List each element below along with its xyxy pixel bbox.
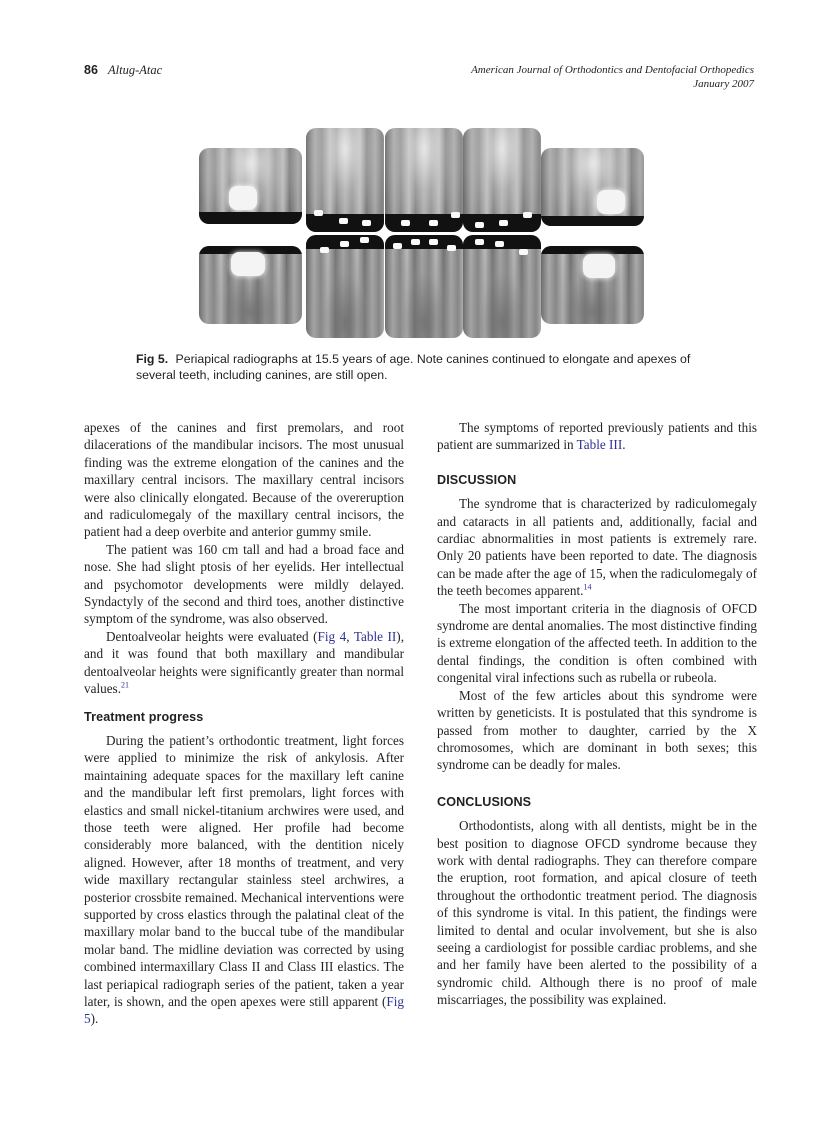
radiograph-upper-right-molar <box>199 148 302 224</box>
figure-label: Fig 5. <box>136 352 169 366</box>
page-number: 86 <box>84 63 98 77</box>
reference-21[interactable]: 21 <box>121 680 129 690</box>
radiograph-lower-right-molar <box>199 246 302 324</box>
paragraph: The most important criteria in the diagnosis of OFCD syndrome are dental anomalies. The most distinctive finding is extreme elongation of the affected teeth. In addition to the dental findings, the condition is often combined with congenital viral infections such as rubella or rubeola. <box>437 600 757 686</box>
radiograph-lower-incisors <box>385 235 463 338</box>
section-heading-treatment-progress: Treatment progress <box>84 709 204 724</box>
paragraph-text: ), and it was found that both maxillary and mandibular dentoalveolar heights were significantly greater than normal values. <box>84 628 404 697</box>
radiograph-lower-right-canine <box>306 235 384 338</box>
paragraph <box>84 732 404 1028</box>
paragraph: Orthodontists, along with all dentists, might be in the best position to diagnose OFCD syndrome because they work with dental radiographs. They can therefore compare the eruption, root formation, and apical closure of teeth throughout the orthodontic treatment period. The diagnosis of this syndrome is vital. In this patient, the findings were limited to dental and ocular involvement, but she is also seeing a cardiologist for possible cardiac problems, and she and her family have been alerted to the possibility of a syndromic child. Although there is no proof of male miscarriages, the possibility was explained. <box>437 818 757 1008</box>
radiograph-upper-incisors <box>385 128 463 232</box>
radiograph-upper-left-canine <box>463 128 541 232</box>
journal-issue: January 2007 <box>693 78 754 90</box>
running-author: Altug-Atac <box>108 63 163 77</box>
running-header-right <box>471 63 754 91</box>
section-heading-conclusions: CONCLUSIONS <box>437 794 532 809</box>
journal-title: American Journal of Orthodontics and Dentofacial Orthopedics <box>471 64 754 76</box>
figure-caption <box>136 351 726 383</box>
section-heading-discussion: DISCUSSION <box>437 472 517 487</box>
link-table-ii[interactable]: Table II <box>353 628 397 644</box>
reference-14[interactable]: 14 <box>583 582 592 592</box>
radiograph-lower-left-molar <box>541 246 644 324</box>
link-table-iii[interactable]: Table III <box>576 437 623 453</box>
figure-radiographs <box>199 128 644 338</box>
link-fig-4[interactable]: Fig 4 <box>317 628 347 644</box>
paragraph-text: . <box>622 437 626 453</box>
paragraph-text: , <box>346 628 354 644</box>
paragraph: The patient was 160 cm tall and had a broad face and nose. She had slight ptosis of her eyelids. Her intellectual and psychomotor developments were mildly delayed. Syndactyly of the second and third toes, another distinctive symptom of the syndrome, was also observed. <box>84 541 404 627</box>
radiograph-upper-right-canine <box>306 128 384 232</box>
right-column <box>437 419 757 1009</box>
left-column <box>84 419 404 1028</box>
running-header-left <box>84 63 162 78</box>
paragraph: Most of the few articles about this syndrome were written by geneticists. It is postulated that this syndrome is passed from mother to daughter, carried by the X chromosomes, which are dominant in both sexes; this syndrome can be deadly for males. <box>437 687 757 773</box>
paragraph-text: During the patient’s orthodontic treatment, light forces were applied to minimize the risk of ankylosis. After maintaining adequate spaces for the maxillary left canine and the mandibular left first premolars, light forces with elastics and small nickel-titanium archwires were used, and those teeth were aligned. Her profile had become considerably more balanced, with the dentition nicely aligned. However, after 18 months of treatment, and very wide maxillary rectangular stainless steel archwires, a posterior crossbite remained. Mechanical interventions were supported by cross elastics through the palatinal cleat of the maxillary molar band to the buccal tube of the mandibular molar band. The midline deviation was corrected by using combined intermaxillary Class II and Class III elastics. The last periapical radiograph series of the patient, taken a year later, is shown, and the open apexes were still apparent ( <box>84 732 404 1009</box>
radiograph-upper-left-molar <box>541 148 644 226</box>
figure-caption-text: Periapical radiographs at 15.5 years of age. Note canines continued to elongate and apexes of several teeth, including canines, are still open. <box>136 352 691 382</box>
paragraph <box>437 495 757 599</box>
radiograph-lower-left-canine <box>463 235 541 338</box>
paragraph <box>84 628 404 698</box>
paragraph <box>437 419 757 454</box>
paragraph-text: ). <box>90 1011 99 1027</box>
link-fig-5[interactable]: Fig 5 <box>84 994 404 1027</box>
paragraph-text: Dentoalveolar heights were evaluated ( <box>106 628 318 644</box>
paragraph-text: The symptoms of reported previously patients and this patient are summarized in <box>437 420 757 453</box>
paragraph-text: The syndrome that is characterized by radiculomegaly and cataracts in all patients and, additionally, facial and cardiac abnormalities in most patients is extremely rare. Only 20 patients have been reported to date. The diagnosis can be made after the age of 15, when the radiculomegaly of the teeth becomes apparent. <box>437 496 757 599</box>
paragraph: apexes of the canines and first premolars, and root dilacerations of the mandibular incisors. The most unusual finding was the extreme elongation of the canines and the maxillary central incisors. The maxillary central incisors were also clinically elongated. Because of the overeruption and radiculomegaly of the maxillary central incisors, the patient had a deep overbite and anterior gummy smile. <box>84 420 404 540</box>
